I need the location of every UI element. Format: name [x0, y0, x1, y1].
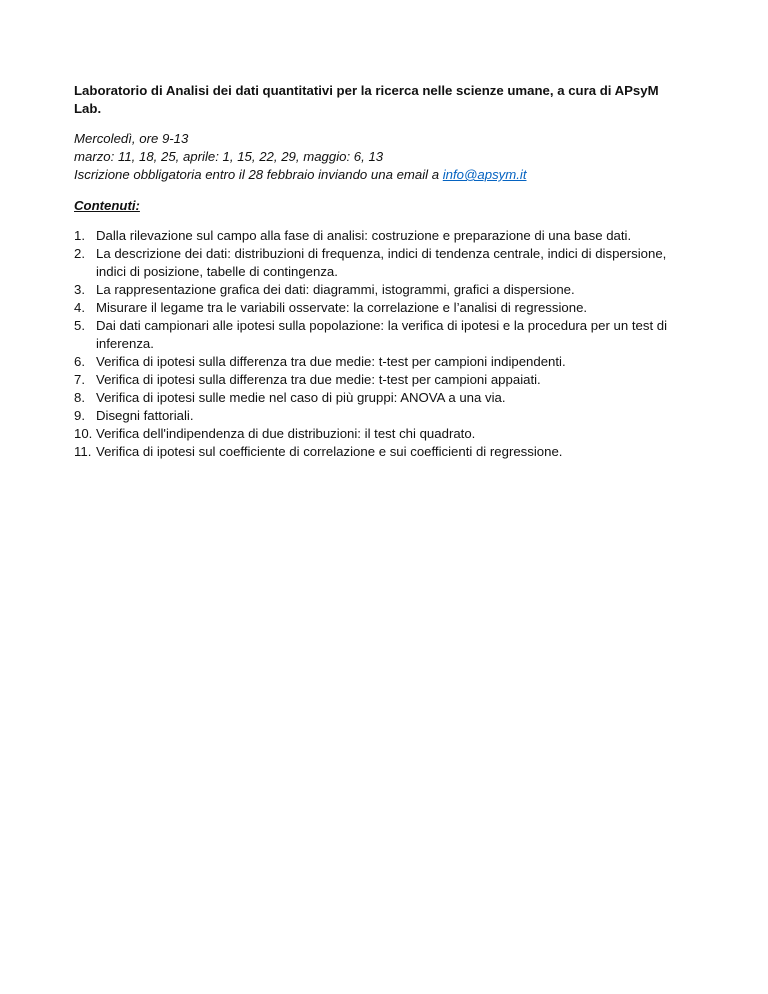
list-item-text: Verifica di ipotesi sulla differenza tra due medie: t-test per campioni indipendenti.	[96, 354, 566, 369]
list-item	[74, 425, 684, 443]
list-item-text: Disegni fattoriali.	[96, 408, 194, 423]
contents-heading: Contenuti:	[74, 198, 140, 213]
list-item-text: La rappresentazione grafica dei dati: diagrammi, istogrammi, grafici a dispersione.	[96, 282, 575, 297]
list-item-text: Misurare il legame tra le variabili osservate: la correlazione e l’analisi di regressione.	[96, 300, 588, 315]
email-link[interactable]: info@apsym.it	[442, 167, 527, 182]
list-item	[74, 299, 684, 317]
schedule-day-time: Mercoledì, ore 9-13	[74, 131, 189, 146]
list-item-text: Dalla rilevazione sul campo alla fase di analisi: costruzione e preparazione di una base dati.	[96, 228, 632, 243]
list-item-number: 2.	[74, 246, 85, 261]
list-item-number: 10.	[74, 426, 93, 441]
list-item	[74, 389, 684, 407]
list-item-text: Dai dati campionari alle ipotesi sulla popolazione: la verifica di ipotesi e la procedura per un test di inferenza.	[96, 318, 668, 351]
list-item-text: Verifica di ipotesi sul coefficiente di correlazione e sui coefficienti di regressione.	[96, 444, 563, 459]
list-item-number: 8.	[74, 390, 85, 405]
list-item-text: Verifica di ipotesi sulle medie nel caso di più gruppi: ANOVA a una via.	[96, 390, 506, 405]
schedule-block	[74, 130, 684, 184]
list-item-number: 4.	[74, 300, 85, 315]
list-item-number: 5.	[74, 318, 85, 333]
document-body	[74, 82, 684, 461]
registration-note	[74, 166, 684, 184]
list-item-number: 1.	[74, 228, 85, 243]
list-item	[74, 227, 684, 245]
list-item-number: 7.	[74, 372, 85, 387]
list-item-number: 3.	[74, 282, 85, 297]
list-item	[74, 281, 684, 299]
list-item	[74, 407, 684, 425]
list-item	[74, 317, 684, 353]
list-item-number: 11.	[74, 444, 92, 459]
list-item-number: 9.	[74, 408, 85, 423]
list-item-text: Verifica di ipotesi sulla differenza tra due medie: t-test per campioni appaiati.	[96, 372, 541, 387]
list-item	[74, 353, 684, 371]
document-title: Laboratorio di Analisi dei dati quantitativi per la ricerca nelle scienze umane, a cura di APsyM Lab.	[74, 83, 659, 116]
schedule-dates: marzo: 11, 18, 25, aprile: 1, 15, 22, 29, maggio: 6, 13	[74, 149, 384, 164]
list-item-number: 6.	[74, 354, 85, 369]
list-item-text: La descrizione dei dati: distribuzioni di frequenza, indici di tendenza centrale, indici di dispersione, indici di posizione, tabelle di contingenza.	[96, 246, 667, 279]
topics-list	[74, 227, 684, 461]
list-item	[74, 443, 684, 461]
list-item	[74, 371, 684, 389]
list-item	[74, 245, 684, 281]
registration-text: Iscrizione obbligatoria entro il 28 febbraio inviando una email a	[74, 167, 443, 182]
list-item-text: Verifica dell'indipendenza di due distribuzioni: il test chi quadrato.	[96, 426, 476, 441]
